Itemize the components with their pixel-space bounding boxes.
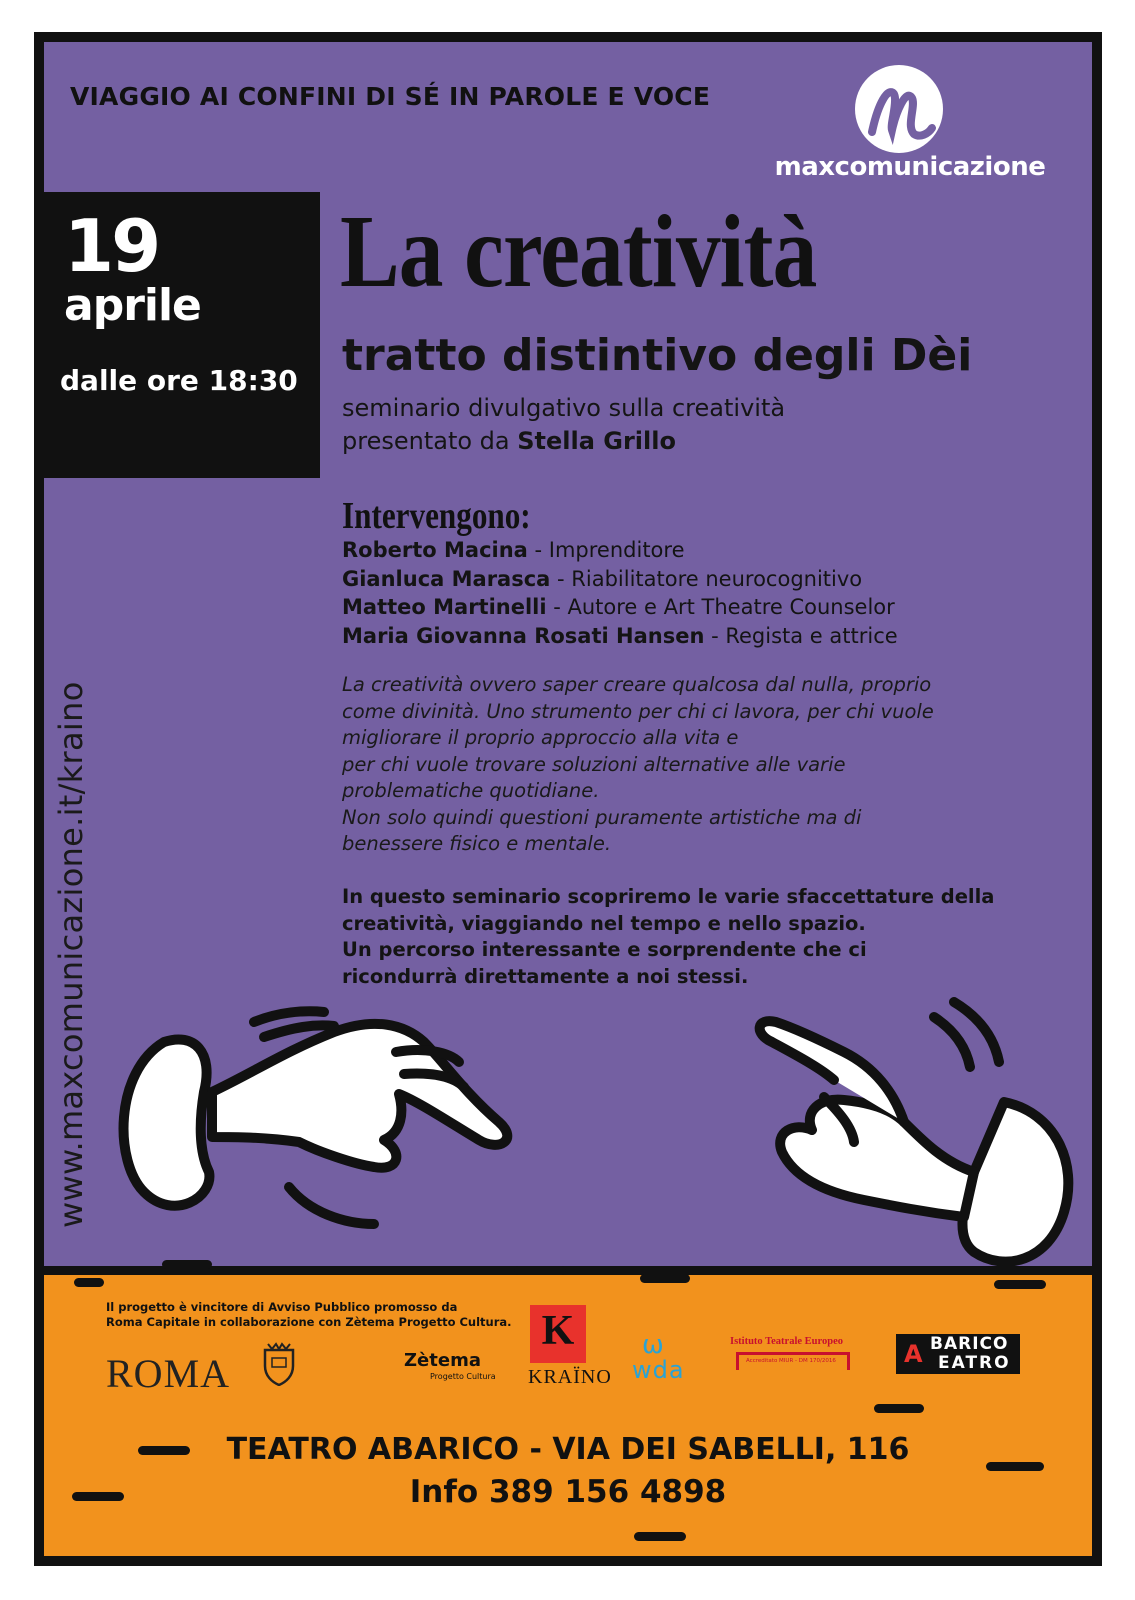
highlight-line: In questo seminario scopriremo le varie sfaccettature della — [342, 885, 995, 908]
project-note-line: Roma Capitale in collaborazione con Zètema Progetto Cultura. — [106, 1315, 512, 1329]
highlight-line: creatività, viaggiando nel tempo e nello spazio. — [342, 911, 866, 935]
kraino-letter: K — [541, 1308, 575, 1354]
zetema-subtitle: Progetto Cultura — [430, 1372, 496, 1381]
description-line: problematiche quotidiane. — [342, 779, 600, 802]
wda-logo: wda — [632, 1356, 685, 1384]
intro-line: seminario divulgativo sulla creatività — [342, 394, 786, 422]
hand-right-icon — [760, 1002, 1069, 1262]
date-day: 19 — [64, 204, 159, 288]
decorative-dash — [640, 1274, 690, 1283]
decorative-dash — [634, 1532, 686, 1541]
kraino-logo: KRAÏNO — [528, 1366, 612, 1388]
event-intro — [342, 392, 785, 458]
speaker-name: Gianluca Marasca — [342, 566, 551, 591]
highlight-line: ricondurrà direttamente a noi stessi. — [342, 964, 749, 988]
decorative-dash — [162, 1260, 212, 1269]
speaker-role: - Autore e Art Theatre Counselor — [546, 595, 895, 619]
info-phone[interactable]: Info 389 156 4898 — [409, 1474, 727, 1510]
ite-subtitle: Accreditato MIUR - DM 170/2016 — [746, 1358, 836, 1364]
decorative-dash — [514, 1266, 566, 1275]
presenter-name: Stella Grillo — [517, 427, 676, 455]
description-line: migliorare il proprio approccio alla vita e — [342, 726, 739, 749]
speaker-role: - Riabilitatore neurocognitivo — [550, 566, 863, 591]
event-subtitle: tratto distintivo degli Dèi — [342, 330, 973, 381]
date-box — [44, 192, 320, 478]
list-item — [342, 593, 898, 622]
decorative-dash — [74, 1278, 104, 1287]
project-note — [106, 1300, 512, 1330]
hand-left-icon — [124, 1011, 508, 1224]
speakers-heading: Intervengono: — [342, 495, 531, 537]
speaker-role: - Imprenditore — [527, 538, 685, 562]
speakers-list — [342, 536, 898, 650]
date-month: aprile — [64, 280, 201, 331]
website-url[interactable]: www.maxcomunicazione.it/kraino — [52, 681, 90, 1228]
roma-logo: ROMA — [106, 1351, 231, 1396]
brand-name: maxcomunicazione — [774, 152, 1046, 182]
description-line: La creatività ovvero saper creare qualcosa dal nulla, proprio — [342, 673, 932, 696]
roma-crest-icon — [262, 1342, 296, 1386]
venue-address: TEATRO ABARICO - VIA DEI SABELLI, 116 — [226, 1432, 910, 1467]
hands-illustration — [104, 962, 1102, 1282]
presenter-prefix: presentato da — [342, 427, 518, 455]
speaker-name: Matteo Martinelli — [342, 595, 547, 619]
speaker-name: Maria Giovanna Rosati Hansen — [342, 623, 705, 648]
speaker-name: Roberto Macina — [342, 538, 528, 562]
ite-logo: Istituto Teatrale Europeo — [730, 1336, 843, 1347]
decorative-dash — [874, 1404, 924, 1413]
list-item — [342, 622, 898, 651]
date-time: dalle ore 18:30 — [60, 364, 298, 397]
description-line: per chi vuole trovare soluzioni alternative alle varie — [342, 752, 846, 776]
presenter-line — [342, 425, 785, 458]
event-title: La creatività — [340, 194, 817, 309]
abarico-logo-line1: BARICO — [930, 1334, 1009, 1354]
wda-icon: ω — [642, 1330, 664, 1360]
event-poster — [34, 32, 1102, 1566]
list-item — [342, 536, 898, 565]
abarico-logo-line2: EATRO — [938, 1353, 1011, 1373]
list-item — [342, 565, 898, 594]
tagline: VIAGGIO AI CONFINI DI SÉ IN PAROLE E VOCE — [70, 82, 711, 111]
event-description — [342, 672, 1032, 858]
project-note-line: Il progetto è vincitore di Avviso Pubblico promosso da — [106, 1300, 458, 1314]
description-line: Non solo quindi questioni puramente artistiche ma di — [342, 805, 862, 829]
description-line: benessere fisico e mentale. — [342, 832, 612, 855]
abarico-a-icon: A — [904, 1340, 923, 1368]
speaker-role: - Regista e attrice — [704, 623, 898, 648]
highlight-line: Un percorso interessante e sorprendente che ci — [342, 938, 867, 961]
decorative-dash — [994, 1280, 1046, 1289]
maxcomunicazione-logo-icon — [854, 64, 944, 154]
zetema-logo: Zètema — [404, 1350, 481, 1371]
description-line: come divinità. Uno strumento per chi ci lavora, per chi vuole — [342, 699, 934, 723]
